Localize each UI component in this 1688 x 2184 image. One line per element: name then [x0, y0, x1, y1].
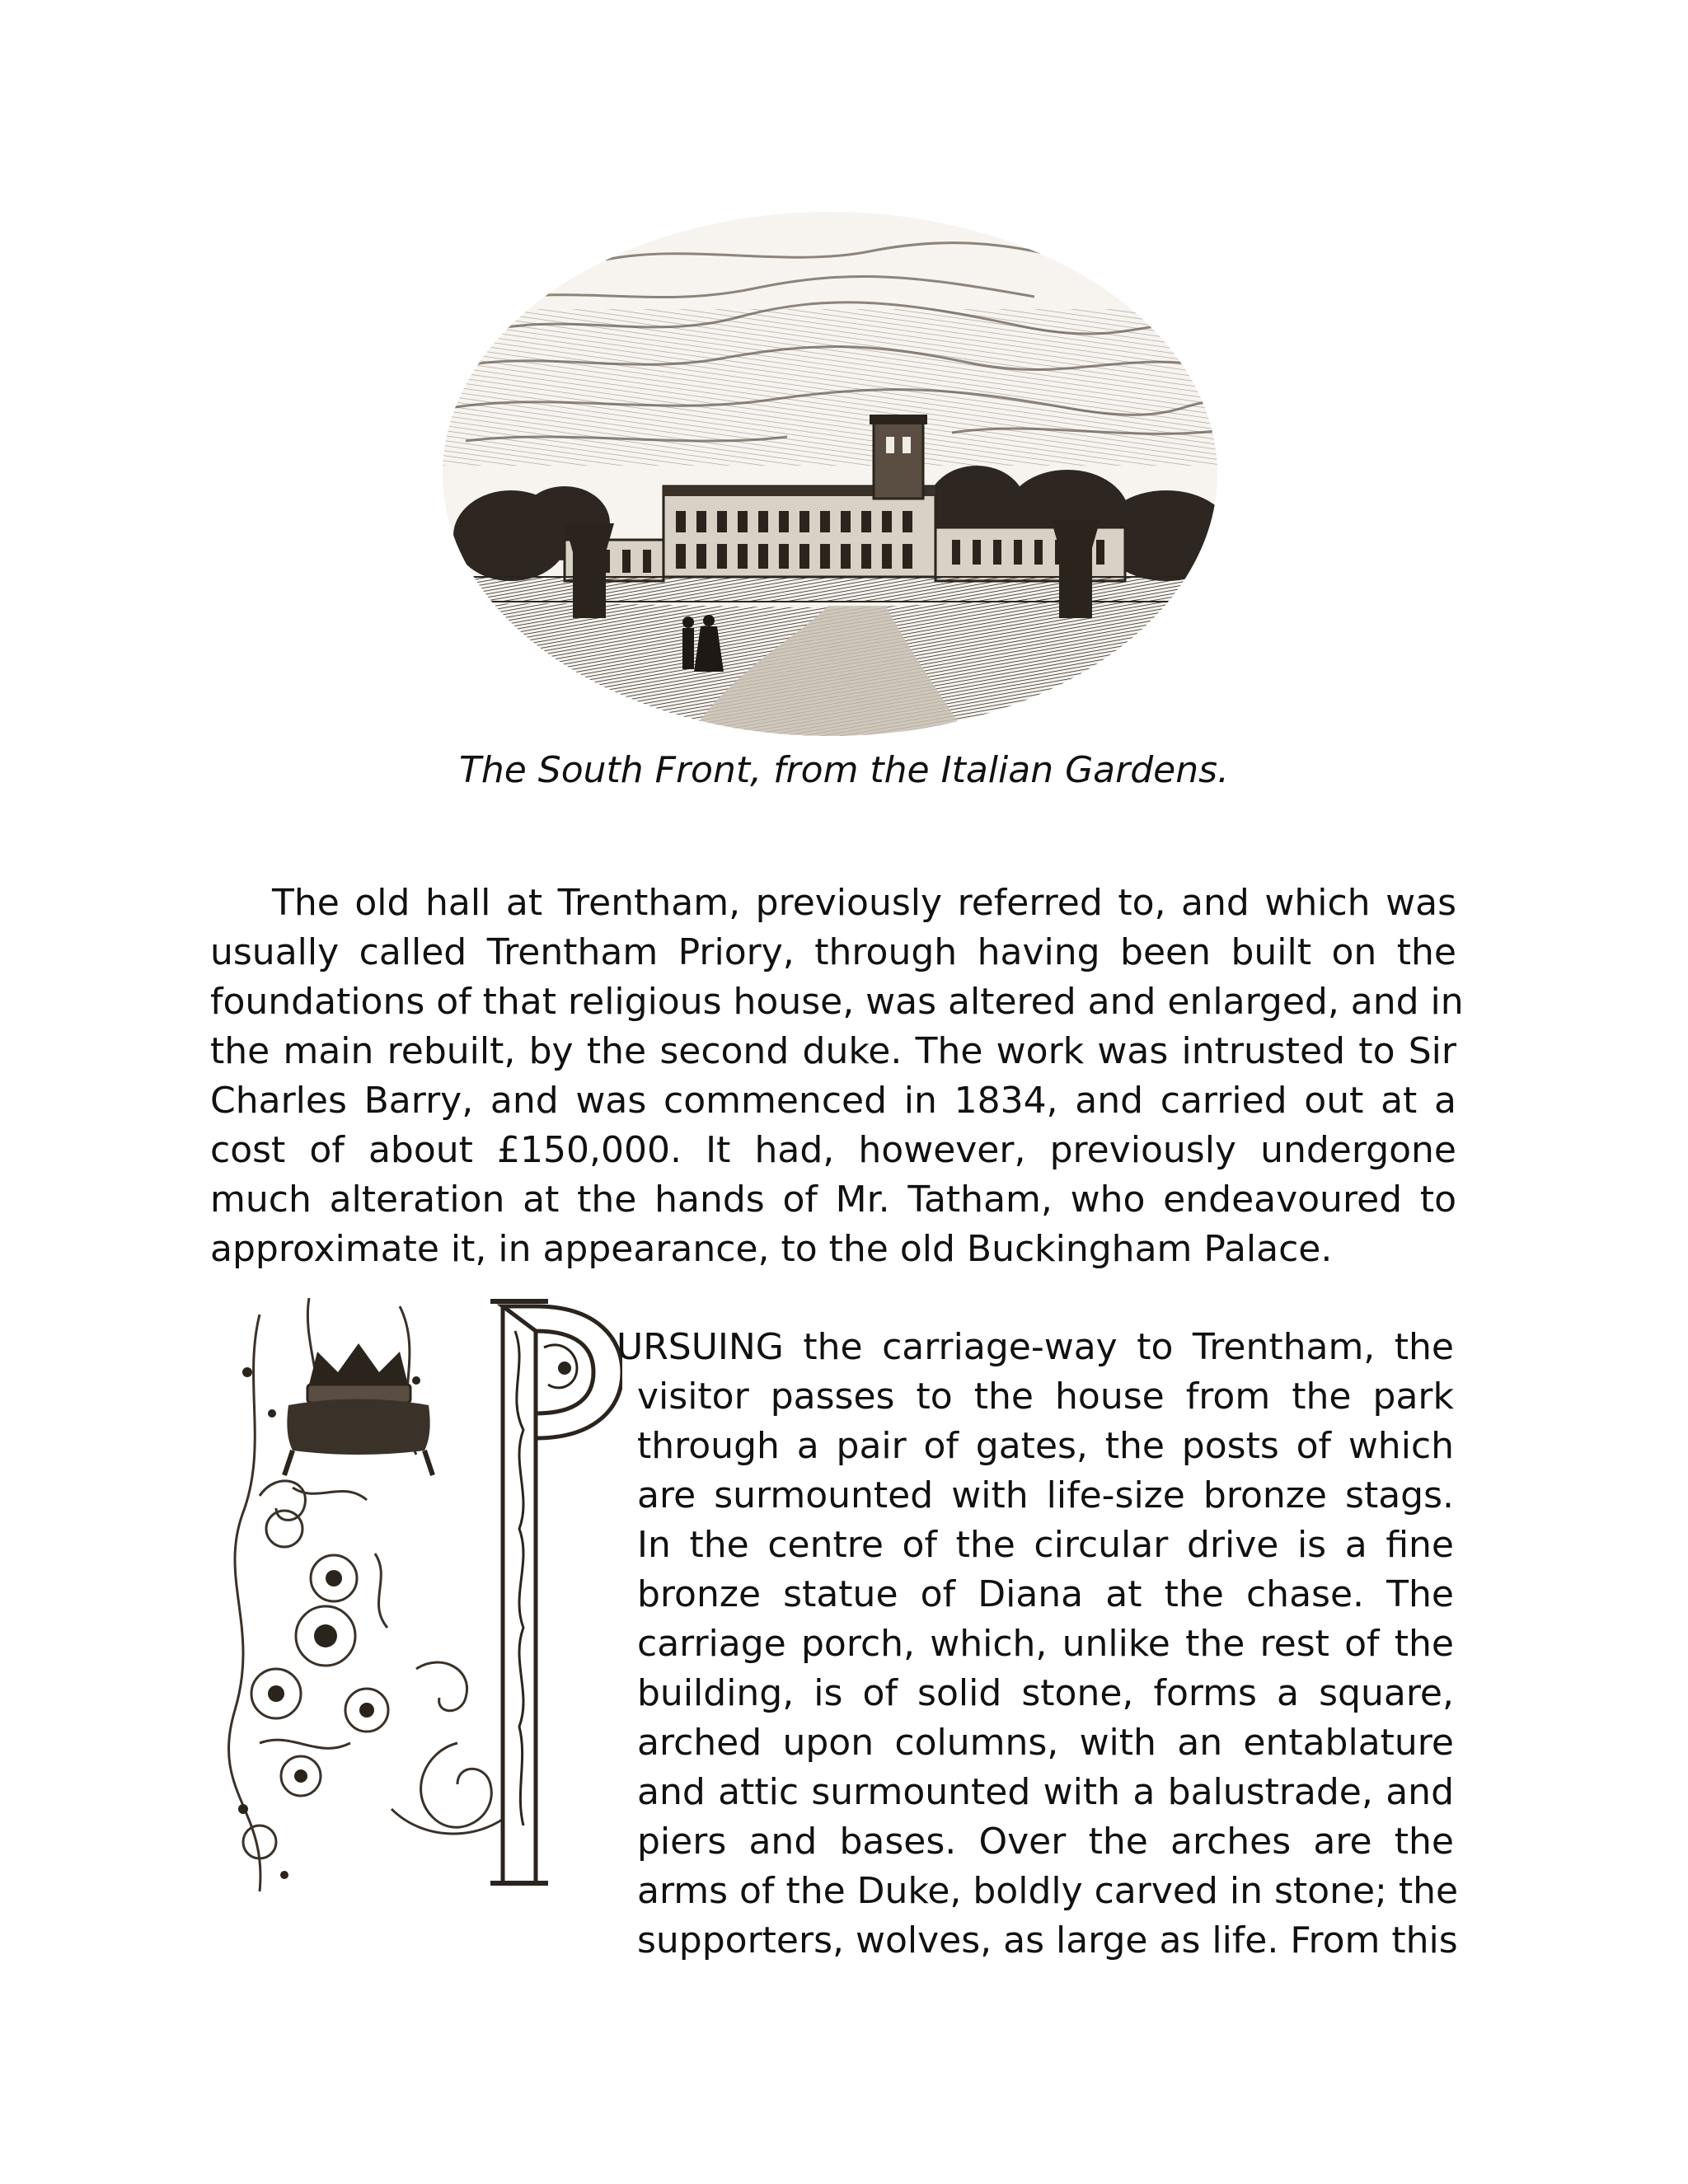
initial-letter-p	[490, 1301, 622, 1883]
crown-icon	[284, 1343, 433, 1475]
text-line: carriage porch, which, unlike the rest of the	[637, 1623, 1454, 1665]
text-line: and attic surmounted with a balustrade, and	[637, 1771, 1454, 1813]
paragraph-old-hall	[210, 879, 1464, 1274]
text-line: building, is of solid stone, forms a square,	[637, 1672, 1454, 1714]
text-line: usually called Trentham Priory, through having been built on the	[210, 931, 1456, 973]
text-line: foundations of that religious house, was altered and enlarged, and in	[210, 981, 1464, 1023]
decorated-initial-p	[210, 1282, 622, 1924]
text-line-content: URSUING the carriage-way to Trentham, the	[617, 1326, 1454, 1368]
text-line: bronze statue of Diana at the chase. The	[637, 1573, 1454, 1615]
text-line: the main rebuilt, by the second duke. The work was intrusted to Sir	[210, 1030, 1456, 1072]
text-line: arms of the Duke, boldly carved in stone; the	[637, 1870, 1459, 1912]
text-line: through a pair of gates, the posts of which	[637, 1425, 1454, 1467]
text-line: The old hall at Trentham, previously referred to, and which was	[272, 882, 1456, 924]
text-line: approximate it, in appearance, to the old Buckingham Palace.	[210, 1228, 1333, 1270]
text-line	[617, 1323, 1454, 1372]
balustrade	[441, 577, 1220, 602]
text-line: Charles Barry, and was commenced in 1834, and carried out at a	[210, 1080, 1456, 1122]
text-line: are surmounted with life-size bronze stags.	[637, 1474, 1454, 1516]
text-line: In the centre of the circular drive is a fine	[637, 1524, 1454, 1566]
text-line: cost of about £150,000. It had, however, previously undergone	[210, 1129, 1456, 1171]
text-line: much alteration at the hands of Mr. Tatham, who endeavoured to	[210, 1179, 1456, 1221]
text-line: supporters, wolves, as large as life. From this	[637, 1919, 1458, 1961]
south-front-engraving	[441, 210, 1220, 738]
text-line: piers and bases. Over the arches are the	[637, 1821, 1454, 1863]
figure-caption: The South Front, from the Italian Gardens.	[458, 749, 1230, 791]
text-line: arched upon columns, with an entablature	[637, 1722, 1454, 1764]
text-line: visitor passes to the house from the park	[637, 1376, 1454, 1418]
